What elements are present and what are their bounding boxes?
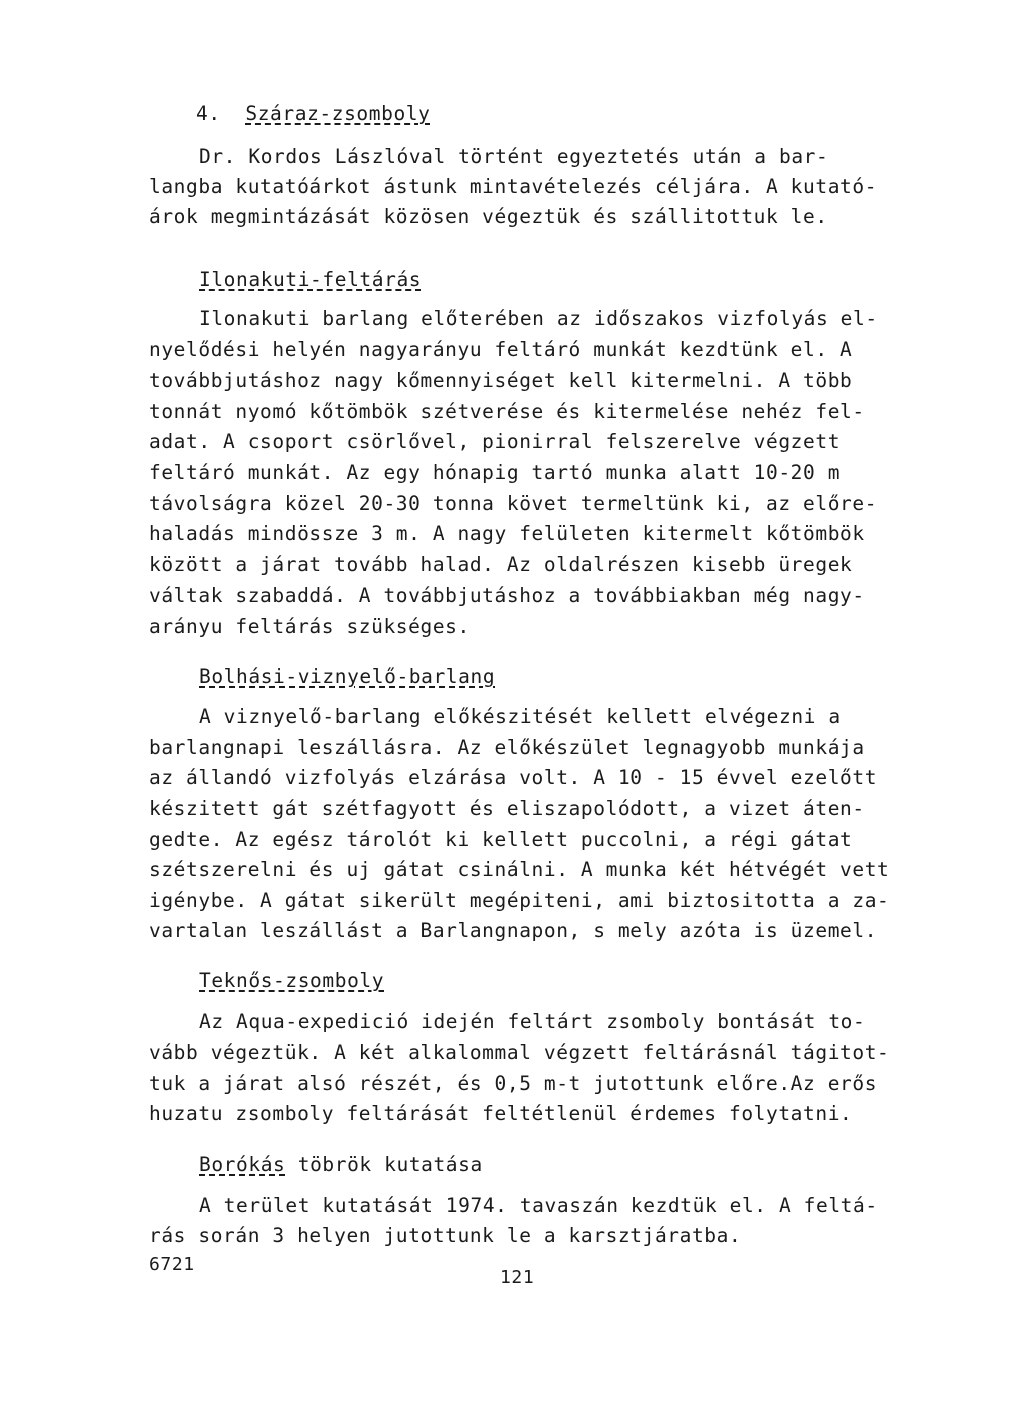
paragraph-line: szétszerelni és uj gátat csinálni. A munka két hétvégét vett xyxy=(149,858,890,881)
paragraph-line: tuk a járat alsó részét, és 0,5 m-t jutottunk előre.Az erős xyxy=(149,1072,878,1095)
section-heading xyxy=(199,266,421,294)
paragraph-line: gedte. Az egész tárolót ki kellett puccolni, a régi gátat xyxy=(149,828,853,851)
section-heading xyxy=(199,1151,483,1179)
paragraph-line: adat. A csoport csörlővel, pionirral felszerelve végzett xyxy=(149,430,841,453)
paragraph-line: Az Aqua-expedició idején feltárt zsomboly bontását to- xyxy=(199,1010,866,1033)
paragraph-line: vább végeztük. A két alkalommal végzett feltárásnál tágitot- xyxy=(149,1041,890,1064)
section-title: Ilonakuti-feltárás xyxy=(199,268,422,291)
paragraph-line: rás során 3 helyen jutottunk le a karsztjáratba. xyxy=(149,1224,742,1247)
paragraph-line: Dr. Kordos Lászlóval történt egyeztetés után a bar- xyxy=(199,145,829,168)
paragraph-line: langba kutatóárkot ástunk mintavételezés céljára. A kutató- xyxy=(149,175,878,198)
section-heading xyxy=(199,967,384,995)
section-title: Borókás xyxy=(199,1153,286,1176)
paragraph-line: arányu feltárás szükséges. xyxy=(149,615,470,638)
paragraph-line: váltak szabaddá. A továbbjutáshoz a továbbiakban még nagy- xyxy=(149,584,865,607)
section-heading xyxy=(196,100,430,128)
paragraph-line: Ilonakuti barlang előterében az időszakos vizfolyás el- xyxy=(199,307,878,330)
paragraph-line: között a járat tovább halad. Az oldalrészen kisebb üregek xyxy=(149,553,853,576)
section-title: Teknős-zsomboly xyxy=(199,969,385,992)
page-number: 121 xyxy=(500,1267,535,1288)
paragraph-line: árok megmintázását közösen végeztük és szállitottuk le. xyxy=(149,205,828,228)
section-title: Száraz-zsomboly xyxy=(245,102,431,125)
section-title: Bolhási-viznyelő-barlang xyxy=(199,665,496,688)
section-number: 4. xyxy=(196,102,221,125)
paragraph-line: továbbjutáshoz nagy kőmennyiséget kell kitermelni. A több xyxy=(149,369,853,392)
paragraph-line: A viznyelő-barlang előkészitését kellett elvégezni a xyxy=(199,705,841,728)
paragraph-line: távolságra közel 20-30 tonna követ termeltünk ki, az előre- xyxy=(149,492,878,515)
section-heading xyxy=(199,663,495,691)
paragraph-line: haladás mindössze 3 m. A nagy felületen kitermelt kőtömbök xyxy=(149,522,865,545)
document-code: 6721 xyxy=(149,1254,195,1275)
paragraph-line: vartalan leszállást a Barlangnapon, s mely azóta is üzemel. xyxy=(149,919,878,942)
paragraph-line: az állandó vizfolyás elzárása volt. A 10 - 15 évvel ezelőtt xyxy=(149,766,878,789)
paragraph-line: tonnát nyomó kőtömbök szétverése és kitermelése nehéz fel- xyxy=(149,400,865,423)
paragraph-line: igénybe. A gátat sikerült megépiteni, ami biztositotta a za- xyxy=(149,889,890,912)
paragraph-line: készitett gát szétfagyott és eliszapolódott, a vizet áten- xyxy=(149,797,865,820)
paragraph-line: barlangnapi leszállásra. Az előkészület legnagyobb munkája xyxy=(149,736,865,759)
paragraph-line: nyelődési helyén nagyarányu feltáró munkát kezdtünk el. A xyxy=(149,338,853,361)
paragraph-line: A terület kutatását 1974. tavaszán kezdtük el. A feltá- xyxy=(199,1194,878,1217)
paragraph-line: feltáró munkát. Az egy hónapig tartó munka alatt 10-20 m xyxy=(149,461,841,484)
paragraph-line: huzatu zsomboly feltárását feltétlenül érdemes folytatni. xyxy=(149,1102,853,1125)
section-title-rest: töbrök kutatása xyxy=(285,1153,483,1176)
